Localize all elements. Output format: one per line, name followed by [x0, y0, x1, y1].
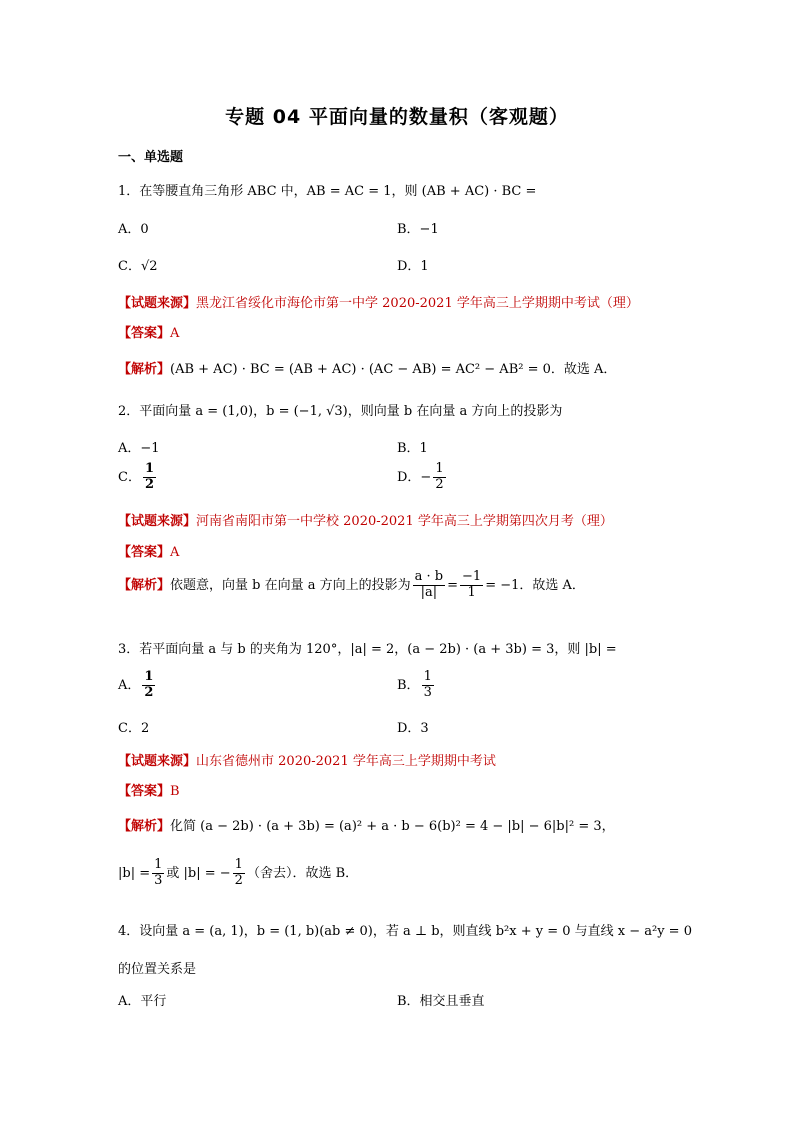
- q3-analysis2-fraction-1: [152, 858, 164, 889]
- q2-source-line: [118, 510, 613, 529]
- q3-option-b-num: 1: [423, 669, 432, 684]
- q1-stem: 1．在等腰直角三角形 ABC 中，AB = AC = 1，则 (AB + AC) · BC =: [118, 184, 537, 199]
- q3-option-b: [397, 670, 436, 701]
- q2-option-d-label: D．−: [397, 469, 432, 485]
- q2-analysis-den-2: 1: [467, 584, 476, 600]
- q3-answer: B: [170, 784, 180, 799]
- q2-stem: 2．平面向量 a = (1,0)，b = (−1, √3)，则向量 b 在向量 a 方向上的投影为: [118, 404, 563, 419]
- q3-option-a: [118, 670, 157, 701]
- q1-analysis: (AB + AC) · BC = (AB + AC) · (AC − AB) = AC² − AB² = 0．故选 A．: [170, 362, 617, 377]
- q2-option-c-label: C．: [118, 469, 141, 485]
- q4-stem-2: 的位置关系是: [118, 962, 197, 977]
- q1-analysis-line: [118, 358, 616, 377]
- q3-analysis2-num-1: 1: [154, 857, 163, 872]
- q2-answer-line: [118, 541, 179, 560]
- q3-option-a-fraction: [142, 670, 155, 701]
- q1-source: 黑龙江省绥化市海伦市第一中学 2020-2021 学年高三上学期期中考试（理）: [196, 296, 639, 311]
- q1-option-d: D．1: [397, 259, 429, 274]
- q3-option-b-label: B．: [397, 677, 420, 693]
- q3-analysis-line: [118, 815, 615, 834]
- q2-analysis-post: = −1．故选 A．: [485, 577, 585, 593]
- q2-analysis-den-1: |a|: [420, 584, 438, 600]
- source-tag: 【试题来源】: [118, 296, 197, 311]
- answer-tag: 【答案】: [118, 326, 171, 341]
- q3-analysis-line-2: [118, 858, 358, 889]
- q2-analysis-num-1: a · b: [414, 569, 444, 584]
- q2-analysis-pre: 依题意，向量 b 在向量 a 方向上的投影为: [170, 577, 411, 593]
- q3-analysis2-mid: 或 |b| = −: [166, 865, 231, 881]
- q3-option-d: D．3: [397, 721, 429, 736]
- section-heading: 一、单选题: [118, 150, 184, 165]
- q1-source-line: [118, 292, 639, 311]
- q2-analysis-fraction-1: [413, 570, 445, 601]
- answer-tag: 【答案】: [118, 784, 171, 799]
- q2-analysis-eq: =: [447, 577, 459, 593]
- source-tag: 【试题来源】: [118, 514, 197, 529]
- source-tag: 【试题来源】: [118, 754, 197, 769]
- q3-option-b-fraction: [422, 670, 434, 701]
- q2-option-d-num: 1: [435, 461, 444, 476]
- q2-source: 河南省南阳市第一中学校 2020-2021 学年高三上学期第四次月考（理）: [196, 514, 613, 529]
- q2-option-b: B．1: [397, 441, 428, 456]
- q3-analysis2-den-1: 3: [154, 872, 163, 888]
- q3-answer-line: [118, 780, 180, 799]
- q3-analysis2-fraction-2: [233, 858, 245, 889]
- q4-stem: 4．设向量 a = (a, 1)，b = (1, b)(ab ≠ 0)，若 a ⊥ b，则直线 b²x + y = 0 与直线 x − a²y = 0: [118, 924, 692, 939]
- q4-option-b: B．相交且垂直: [397, 994, 485, 1009]
- q3-option-c: C．2: [118, 721, 150, 736]
- q2-option-a: A．−1: [118, 441, 160, 456]
- q1-answer-line: [118, 322, 179, 341]
- q2-analysis-num-2: −1: [462, 569, 482, 584]
- q4-option-a: A．平行: [118, 994, 167, 1009]
- q3-stem: 3．若平面向量 a 与 b 的夹角为 120°，|a| = 2，(a − 2b) · (a + 3b) = 3，则 |b| =: [118, 642, 617, 657]
- q2-option-d: [397, 462, 448, 493]
- q3-analysis: 化简 (a − 2b) · (a + 3b) = (a)² + a · b − 6(b)² = 4 − |b| − 6|b|² = 3，: [170, 819, 615, 834]
- q2-option-c-num: 1: [144, 461, 154, 476]
- q1-option-b: B．−1: [397, 222, 439, 237]
- q2-option-d-den: 2: [435, 476, 444, 492]
- answer-tag: 【答案】: [118, 545, 171, 560]
- analysis-tag: 【解析】: [118, 362, 171, 377]
- q2-analysis-line: [118, 570, 585, 601]
- page-title: 专题 04 平面向量的数量积（客观题）: [225, 106, 569, 128]
- q3-analysis2-post: （舍去）．故选 B．: [246, 865, 359, 881]
- q3-source: 山东省德州市 2020-2021 学年高三上学期期中考试: [196, 754, 496, 769]
- analysis-tag: 【解析】: [118, 577, 171, 593]
- q2-option-d-fraction: [433, 462, 445, 493]
- q2-option-c-den: 2: [144, 476, 154, 492]
- q1-option-c: C．√2: [118, 259, 158, 274]
- analysis-tag: 【解析】: [118, 819, 171, 834]
- q1-option-a: A．0: [118, 222, 149, 237]
- q3-option-a-num: 1: [144, 669, 154, 684]
- q2-analysis-fraction-2: [460, 570, 483, 601]
- q3-option-a-label: A．: [118, 677, 141, 693]
- q2-option-c-fraction: [143, 462, 156, 493]
- q2-option-c: [118, 462, 158, 493]
- q3-analysis2-den-2: 2: [234, 872, 243, 888]
- q2-answer: A: [170, 545, 180, 560]
- q3-source-line: [118, 750, 496, 769]
- q3-analysis2-num-2: 1: [234, 857, 243, 872]
- q3-option-a-den: 2: [144, 684, 154, 700]
- q1-answer: A: [170, 326, 180, 341]
- q3-analysis2-pre: |b| =: [118, 865, 151, 881]
- q3-option-b-den: 3: [423, 684, 432, 700]
